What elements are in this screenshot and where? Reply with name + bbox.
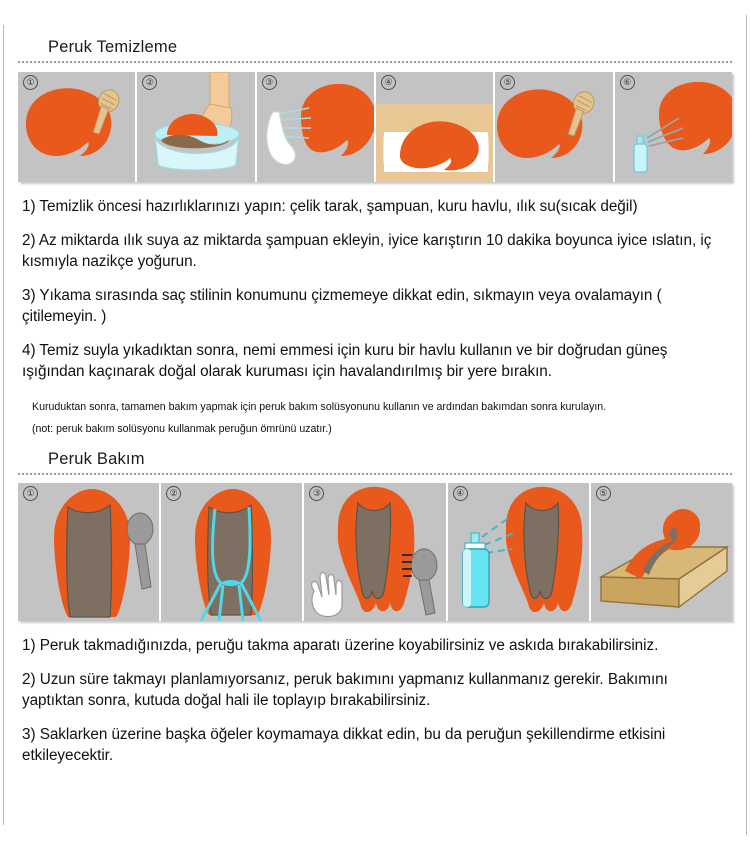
care-panel-3 bbox=[304, 483, 447, 621]
cleaning-paragraph-4: 4) Temiz suyla yıkadıktan sonra, nemi emmesi için kuru bir havlu kullanın ve bir doğrudan güneş ışığından kaçınarak doğal olarak kuruması için havalandırılmış bir yere bırakın. bbox=[22, 342, 668, 380]
panel-number-badge: ③ bbox=[309, 486, 324, 501]
cleaning-note bbox=[18, 398, 732, 438]
cleaning-illustration-strip bbox=[18, 72, 732, 182]
page-left-rule bbox=[3, 25, 4, 825]
section-heading-care: Peruk Bakım bbox=[48, 450, 145, 468]
wig-and-comb-icon bbox=[495, 72, 614, 182]
cleaning-paragraph-2: 2) Az miktarda ılık suya az miktarda şampuan ekleyin, iyice karıştırın 10 dakika boyunca iyice ıslatın, iç kısmıyla nazikçe yoğurun. bbox=[22, 232, 712, 270]
panel-number-badge: ② bbox=[166, 486, 181, 501]
wig-tied-with-ribbon-icon bbox=[161, 483, 304, 621]
cleaning-note-line-1: Kuruduktan sonra, tamamen bakım yapmak için peruk bakım solüsyonunu kullanın ve ardından bakımdan sonra kurulayın. bbox=[32, 401, 607, 413]
panel-number-badge: ② bbox=[142, 75, 157, 90]
panel-number-badge: ④ bbox=[381, 75, 396, 90]
panel-number-badge: ③ bbox=[262, 75, 277, 90]
section-heading-cleaning: Peruk Temizleme bbox=[48, 38, 178, 56]
cleaning-panel-5 bbox=[495, 72, 614, 182]
care-panel-2 bbox=[161, 483, 304, 621]
care-paragraph-3: 3) Saklarken üzerine başka öğeler koymamaya dikkat edin, bu da peruğun şekillendirme etkisini etkileyecektir. bbox=[22, 726, 666, 764]
care-illustration-strip bbox=[18, 483, 732, 621]
cleaning-panel-2 bbox=[137, 72, 256, 182]
wig-and-comb-icon bbox=[18, 72, 137, 182]
wig-in-basin-with-hand-icon bbox=[137, 72, 256, 182]
wig-rinse-with-water-icon bbox=[257, 72, 376, 182]
hand-holding-wig-brushing-icon bbox=[304, 483, 447, 621]
cleaning-panel-1 bbox=[18, 72, 137, 182]
cleaning-paragraph-1: 1) Temizlik öncesi hazırlıklarınızı yapın: çelik tarak, şampuan, kuru havlu, ılık su(sıcak değil) bbox=[22, 198, 638, 215]
spray-bottle-misting-wig-icon bbox=[448, 483, 591, 621]
panel-number-badge: ④ bbox=[453, 486, 468, 501]
cleaning-panel-6 bbox=[615, 72, 732, 182]
care-panel-1 bbox=[18, 483, 161, 621]
panel-number-badge: ① bbox=[23, 486, 38, 501]
panel-number-badge: ⑥ bbox=[620, 75, 635, 90]
instruction-sheet bbox=[18, 0, 732, 766]
care-paragraph-2: 2) Uzun süre takmayı planlamıyorsanız, peruk bakımını yapmanız kullanmanız gerekir. Bakımını yaptıktan sonra, kutuda doğal hali ile toplayıp bırakabilirsiniz. bbox=[22, 671, 668, 709]
wig-on-stand-with-brush-icon bbox=[18, 483, 161, 621]
care-panel-5 bbox=[591, 483, 732, 621]
cleaning-paragraph-3: 3) Yıkama sırasında saç stilinin konumunu çizmemeye dikkat edin, sıkmayın veya ovalamayın ( çitilemeyin. ) bbox=[22, 287, 662, 325]
wig-stored-in-box-icon bbox=[591, 483, 732, 621]
wig-spray-bottle-icon bbox=[615, 72, 732, 182]
cleaning-note-line-2: (not: peruk bakım solüsyonu kullanmak peruğun ömrünü uzatır.) bbox=[32, 423, 332, 435]
cleaning-panel-4 bbox=[376, 72, 495, 182]
panel-number-badge: ⑤ bbox=[500, 75, 515, 90]
page-right-rule bbox=[746, 15, 747, 835]
cleaning-panel-3 bbox=[257, 72, 376, 182]
wig-on-towel-icon bbox=[376, 72, 495, 182]
care-paragraph-1: 1) Peruk takmadığınızda, peruğu takma aparatı üzerine koyabilirsiniz ve askıda bırakabilirsiniz. bbox=[22, 637, 659, 654]
care-panel-4 bbox=[448, 483, 591, 621]
panel-number-badge: ① bbox=[23, 75, 38, 90]
panel-number-badge: ⑤ bbox=[596, 486, 611, 501]
